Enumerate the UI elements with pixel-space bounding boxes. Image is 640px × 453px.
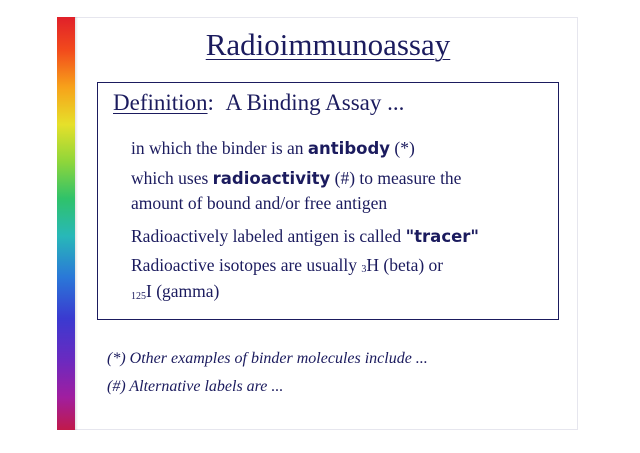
definition-line-6 bbox=[131, 281, 219, 302]
line-2-text-end: (#) to measure the bbox=[330, 168, 462, 188]
line-5-text-end: H (beta) or bbox=[366, 255, 444, 275]
line-6-text: I (gamma) bbox=[146, 281, 220, 301]
definition-line-3: amount of bound and/or free antigen bbox=[131, 193, 388, 213]
footnote-binder: (*) Other examples of binder molecules include ... bbox=[107, 350, 428, 367]
line-4-text: Radioactively labeled antigen is called bbox=[131, 226, 406, 246]
line-4-bold-term: "tracer" bbox=[405, 227, 480, 246]
line-5-text: Radioactive isotopes are usually bbox=[131, 255, 362, 275]
definition-line-4 bbox=[131, 226, 479, 247]
slide-title: Radioimmunoassay bbox=[205, 27, 451, 62]
line-1-marker: (*) bbox=[390, 138, 415, 158]
isotope-mass-number: 125 bbox=[131, 291, 146, 302]
line-1-bold-term: antibody bbox=[307, 139, 391, 158]
definition-line-5 bbox=[131, 255, 443, 276]
footnote-labels: (#) Alternative labels are ... bbox=[107, 378, 284, 395]
line-2-bold-term: radioactivity bbox=[212, 169, 331, 188]
definition-colon: : bbox=[207, 90, 214, 115]
definition-line-2 bbox=[131, 168, 461, 189]
line-1-text: in which the binder is an bbox=[131, 138, 308, 158]
isotope-mass-number: 3 bbox=[361, 264, 367, 275]
definition-label: Definition bbox=[113, 90, 208, 115]
definition-heading bbox=[113, 90, 404, 116]
definition-line-1 bbox=[131, 138, 415, 159]
line-2-text: which uses bbox=[131, 168, 213, 188]
definition-heading-text: A Binding Assay ... bbox=[225, 90, 405, 115]
side-bar-shadow bbox=[75, 17, 78, 430]
rainbow-side-bar bbox=[57, 17, 75, 430]
